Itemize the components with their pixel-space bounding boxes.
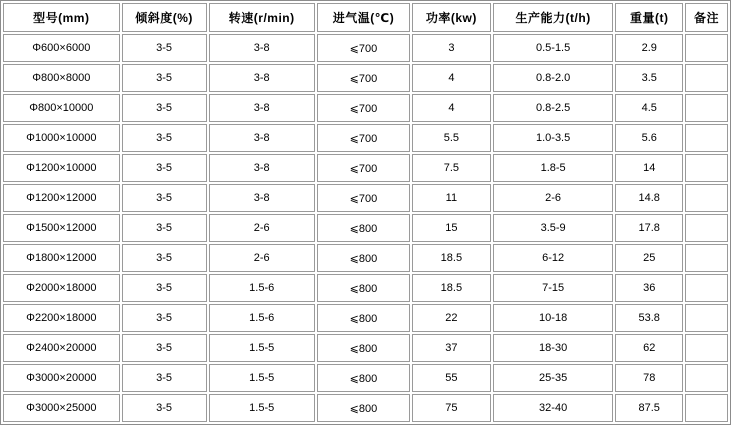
weight-cell: 14.8 [615,184,683,212]
model-cell: Φ1200×10000 [3,154,120,182]
table-row [3,154,728,182]
weight-cell: 53.8 [615,304,683,332]
capacity-cell: 3.5-9 [493,214,614,242]
model-cell: Φ2200×18000 [3,304,120,332]
speed-cell: 2-6 [209,244,315,272]
remarks-cell [685,184,728,212]
weight-cell: 78 [615,364,683,392]
inlet-temp-cell: ⩽800 [317,274,410,302]
remarks-cell [685,304,728,332]
power-cell: 4 [412,94,491,122]
power-cell: 5.5 [412,124,491,152]
inlet-temp-cell: ⩽700 [317,34,410,62]
weight-cell: 4.5 [615,94,683,122]
power-cell: 22 [412,304,491,332]
weight-cell: 17.8 [615,214,683,242]
capacity-cell: 0.5-1.5 [493,34,614,62]
capacity-cell: 10-18 [493,304,614,332]
capacity-cell: 25-35 [493,364,614,392]
weight-cell: 87.5 [615,394,683,422]
table-row [3,34,728,62]
model-cell: Φ3000×20000 [3,364,120,392]
speed-cell: 1.5-5 [209,364,315,392]
speed-cell: 1.5-6 [209,304,315,332]
remarks-cell [685,394,728,422]
table-row [3,364,728,392]
speed-cell: 3-8 [209,64,315,92]
weight-cell: 3.5 [615,64,683,92]
model-cell: Φ1500×12000 [3,214,120,242]
model-cell: Φ1800×12000 [3,244,120,272]
header-model: 型号(mm) [3,3,120,32]
model-cell: Φ2400×20000 [3,334,120,362]
power-cell: 3 [412,34,491,62]
incline-cell: 3-5 [122,214,207,242]
capacity-cell: 2-6 [493,184,614,212]
incline-cell: 3-5 [122,334,207,362]
incline-cell: 3-5 [122,34,207,62]
remarks-cell [685,64,728,92]
incline-cell: 3-5 [122,304,207,332]
table-row [3,334,728,362]
power-cell: 55 [412,364,491,392]
weight-cell: 25 [615,244,683,272]
power-cell: 18.5 [412,244,491,272]
weight-cell: 36 [615,274,683,302]
capacity-cell: 1.8-5 [493,154,614,182]
incline-cell: 3-5 [122,394,207,422]
remarks-cell [685,94,728,122]
inlet-temp-cell: ⩽800 [317,244,410,272]
power-cell: 75 [412,394,491,422]
incline-cell: 3-5 [122,244,207,272]
power-cell: 7.5 [412,154,491,182]
header-row [3,3,728,32]
power-cell: 11 [412,184,491,212]
table-body [3,34,728,422]
header-weight: 重量(t) [615,3,683,32]
inlet-temp-cell: ⩽800 [317,394,410,422]
inlet-temp-cell: ⩽700 [317,184,410,212]
table-row [3,244,728,272]
model-cell: Φ2000×18000 [3,274,120,302]
remarks-cell [685,274,728,302]
speed-cell: 1.5-5 [209,334,315,362]
inlet-temp-cell: ⩽700 [317,154,410,182]
speed-cell: 3-8 [209,94,315,122]
model-cell: Φ800×10000 [3,94,120,122]
table-row [3,124,728,152]
weight-cell: 62 [615,334,683,362]
weight-cell: 14 [615,154,683,182]
speed-cell: 1.5-5 [209,394,315,422]
incline-cell: 3-5 [122,184,207,212]
speed-cell: 3-8 [209,124,315,152]
table-row [3,274,728,302]
capacity-cell: 7-15 [493,274,614,302]
header-capacity: 生产能力(t/h) [493,3,614,32]
capacity-cell: 6-12 [493,244,614,272]
capacity-cell: 32-40 [493,394,614,422]
power-cell: 15 [412,214,491,242]
speed-cell: 3-8 [209,34,315,62]
weight-cell: 2.9 [615,34,683,62]
remarks-cell [685,124,728,152]
power-cell: 37 [412,334,491,362]
model-cell: Φ1000×10000 [3,124,120,152]
header-power: 功率(kw) [412,3,491,32]
remarks-cell [685,244,728,272]
table-row [3,184,728,212]
power-cell: 4 [412,64,491,92]
model-cell: Φ600×6000 [3,34,120,62]
inlet-temp-cell: ⩽800 [317,304,410,332]
inlet-temp-cell: ⩽800 [317,214,410,242]
model-cell: Φ3000×25000 [3,394,120,422]
table-row [3,94,728,122]
remarks-cell [685,364,728,392]
incline-cell: 3-5 [122,274,207,302]
capacity-cell: 1.0-3.5 [493,124,614,152]
inlet-temp-cell: ⩽800 [317,334,410,362]
header-remarks: 备注 [685,3,728,32]
table-row [3,64,728,92]
table-row [3,394,728,422]
remarks-cell [685,334,728,362]
speed-cell: 1.5-6 [209,274,315,302]
incline-cell: 3-5 [122,94,207,122]
header-inlet-temp: 进气温(℃) [317,3,410,32]
remarks-cell [685,154,728,182]
table-row [3,304,728,332]
remarks-cell [685,214,728,242]
incline-cell: 3-5 [122,64,207,92]
inlet-temp-cell: ⩽700 [317,94,410,122]
capacity-cell: 0.8-2.0 [493,64,614,92]
power-cell: 18.5 [412,274,491,302]
table-row [3,214,728,242]
model-cell: Φ1200×12000 [3,184,120,212]
inlet-temp-cell: ⩽700 [317,64,410,92]
header-incline: 倾斜度(%) [122,3,207,32]
incline-cell: 3-5 [122,154,207,182]
header-speed: 转速(r/min) [209,3,315,32]
inlet-temp-cell: ⩽800 [317,364,410,392]
model-cell: Φ800×8000 [3,64,120,92]
remarks-cell [685,34,728,62]
weight-cell: 5.6 [615,124,683,152]
inlet-temp-cell: ⩽700 [317,124,410,152]
incline-cell: 3-5 [122,364,207,392]
capacity-cell: 0.8-2.5 [493,94,614,122]
speed-cell: 3-8 [209,154,315,182]
capacity-cell: 18-30 [493,334,614,362]
speed-cell: 2-6 [209,214,315,242]
incline-cell: 3-5 [122,124,207,152]
speed-cell: 3-8 [209,184,315,212]
